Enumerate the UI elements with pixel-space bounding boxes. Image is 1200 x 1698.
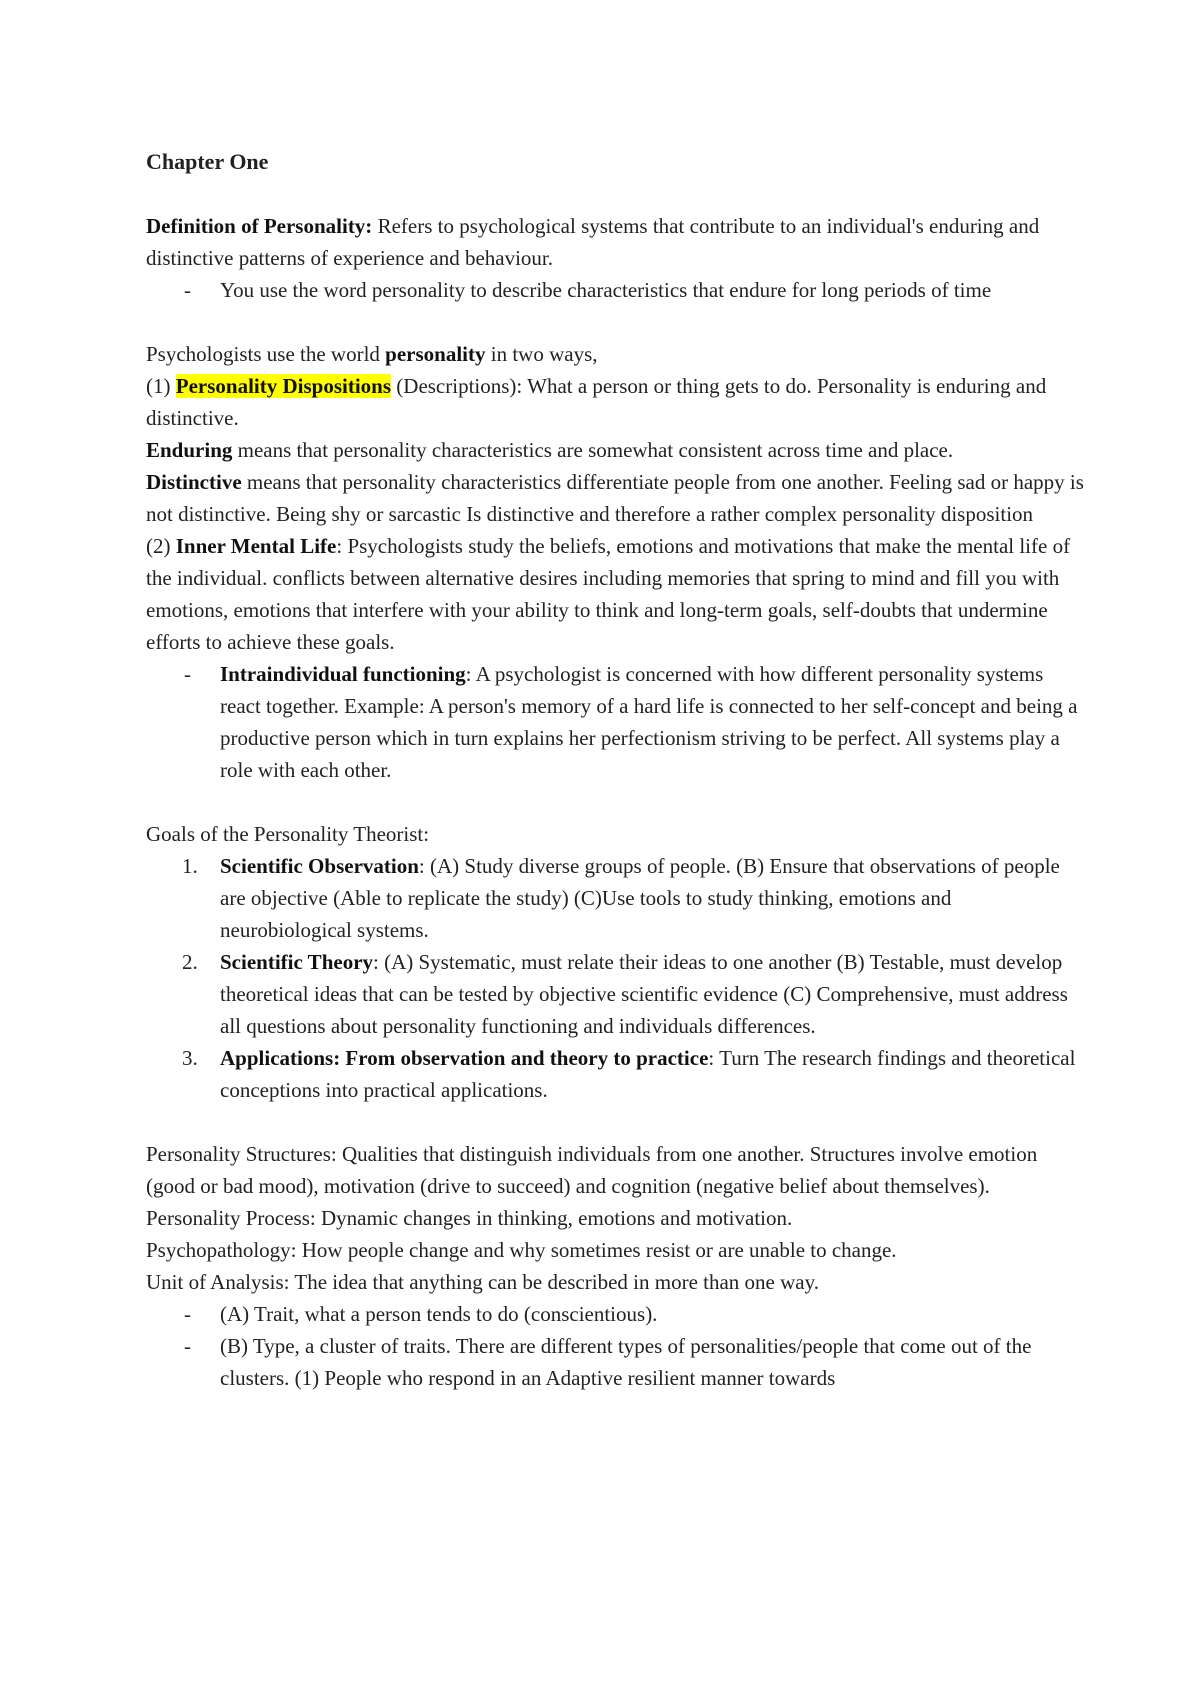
unit-analysis-paragraph: Unit of Analysis: The idea that anything can be described in more than one way.: [146, 1270, 819, 1294]
list-marker: 2.: [182, 950, 198, 974]
dispositions-text: (Descriptions): What a person or thing gets to do. Personality is enduring and distinctive.: [146, 374, 1047, 430]
process-paragraph: Personality Process: Dynamic changes in thinking, emotions and motivation.: [146, 1206, 793, 1230]
list-item: [146, 946, 1086, 1042]
distinctive-term: Distinctive: [146, 470, 242, 494]
list-item: - (B) Type, a cluster of traits. There are different types of personalities/people that come out of the clusters. (1) People who respond in an Adaptive resilient manner towards: [146, 1330, 1086, 1394]
list-marker: 3.: [182, 1046, 198, 1070]
definition-bullets: [146, 274, 1086, 306]
definition-term: Definition of Personality:: [146, 214, 373, 238]
distinctive-paragraph: [146, 466, 1086, 530]
unit-analysis-bullets: [146, 1298, 1086, 1394]
inner-mental-paragraph: [146, 530, 1086, 658]
two-ways-intro: [146, 338, 1086, 370]
intro-text-end: in two ways,: [485, 342, 598, 366]
document-page: [146, 146, 1086, 1394]
structures-paragraph: Personality Structures: Qualities that distinguish individuals from one another. Structures involve emotion (good or bad mood), motivation (drive to succeed) and cognition (negative belief about themselves).: [146, 1142, 1038, 1198]
dispositions-prefix: (1): [146, 374, 176, 398]
goal-text: : Turn The research findings and theoretical conceptions into practical applications.: [220, 1046, 1076, 1102]
definition-text: Refers to psychological systems that contribute to an individual's enduring and distinctive patterns of experience and behaviour.: [146, 214, 1040, 270]
intraindividual-text: : A psychologist is concerned with how different personality systems react together. Example: A person's memory of a hard life is connected to her self-concept and being a productive person which in turn explains her perfectionism striving to be perfect. All systems play a role with each other.: [220, 662, 1078, 782]
inner-mental-term: Inner Mental Life: [175, 534, 337, 558]
list-item: [146, 850, 1086, 946]
list-item: - (A) Trait, what a person tends to do (conscientious).: [146, 1298, 1086, 1330]
list-marker: 1.: [182, 854, 198, 878]
chapter-title: Chapter One: [146, 149, 269, 174]
goals-list: [146, 850, 1086, 1106]
goal-text: : (A) Study diverse groups of people. (B) Ensure that observations of people are objective (Able to replicate the study) (C)Use tools to study thinking, emotions and neurobiological systems.: [220, 854, 1060, 942]
spacer: [146, 1106, 1086, 1138]
psychopathology-paragraph: Psychopathology: How people change and why sometimes resist or are unable to change.: [146, 1238, 897, 1262]
definition-paragraph: [146, 210, 1086, 274]
inner-mental-text: : Psychologists study the beliefs, emotions and motivations that make the mental life of the individual. conflicts between alternative desires including memories that spring to mind and fill you with emotions, emotions that interfere with your ability to think and long-term goals, self-doubts that undermine efforts to achieve these goals.: [146, 534, 1071, 654]
intraindividual-bullet: [146, 658, 1086, 786]
intraindividual-term: Intraindividual functioning: [220, 662, 466, 686]
list-item: [146, 1042, 1086, 1106]
distinctive-text: means that personality characteristics differentiate people from one another. Feeling sad or happy is not distinctive. Being shy or sarcastic Is distinctive and therefore a rather complex personality disposition: [146, 470, 1084, 526]
goal-text: : (A) Systematic, must relate their ideas to one another (B) Testable, must develop theoretical ideas that can be tested by objective scientific evidence (C) Comprehensive, must address all questions about personality functioning and individuals differences.: [220, 950, 1068, 1038]
enduring-text: means that personality characteristics are somewhat consistent across time and place.: [232, 438, 954, 462]
spacer: [146, 786, 1086, 818]
dispositions-term-highlighted: Personality Dispositions: [175, 374, 392, 398]
spacer: [146, 306, 1086, 338]
goal-term: Applications: From observation and theory to practice: [220, 1046, 709, 1070]
intraindividual-bullets: [146, 658, 1086, 786]
dispositions-paragraph: [146, 370, 1086, 434]
enduring-term: Enduring: [146, 438, 233, 462]
inner-mental-prefix: (2): [146, 534, 176, 558]
goal-term: Scientific Theory: [220, 950, 374, 974]
goals-heading: Goals of the Personality Theorist:: [146, 822, 430, 846]
goal-term: Scientific Observation: [220, 854, 419, 878]
enduring-paragraph: [146, 434, 1086, 466]
definition-bullet: - You use the word personality to describe characteristics that endure for long periods of time: [146, 274, 1086, 306]
intro-text: Psychologists use the world: [146, 342, 386, 366]
intro-bold-term: personality: [385, 342, 486, 366]
